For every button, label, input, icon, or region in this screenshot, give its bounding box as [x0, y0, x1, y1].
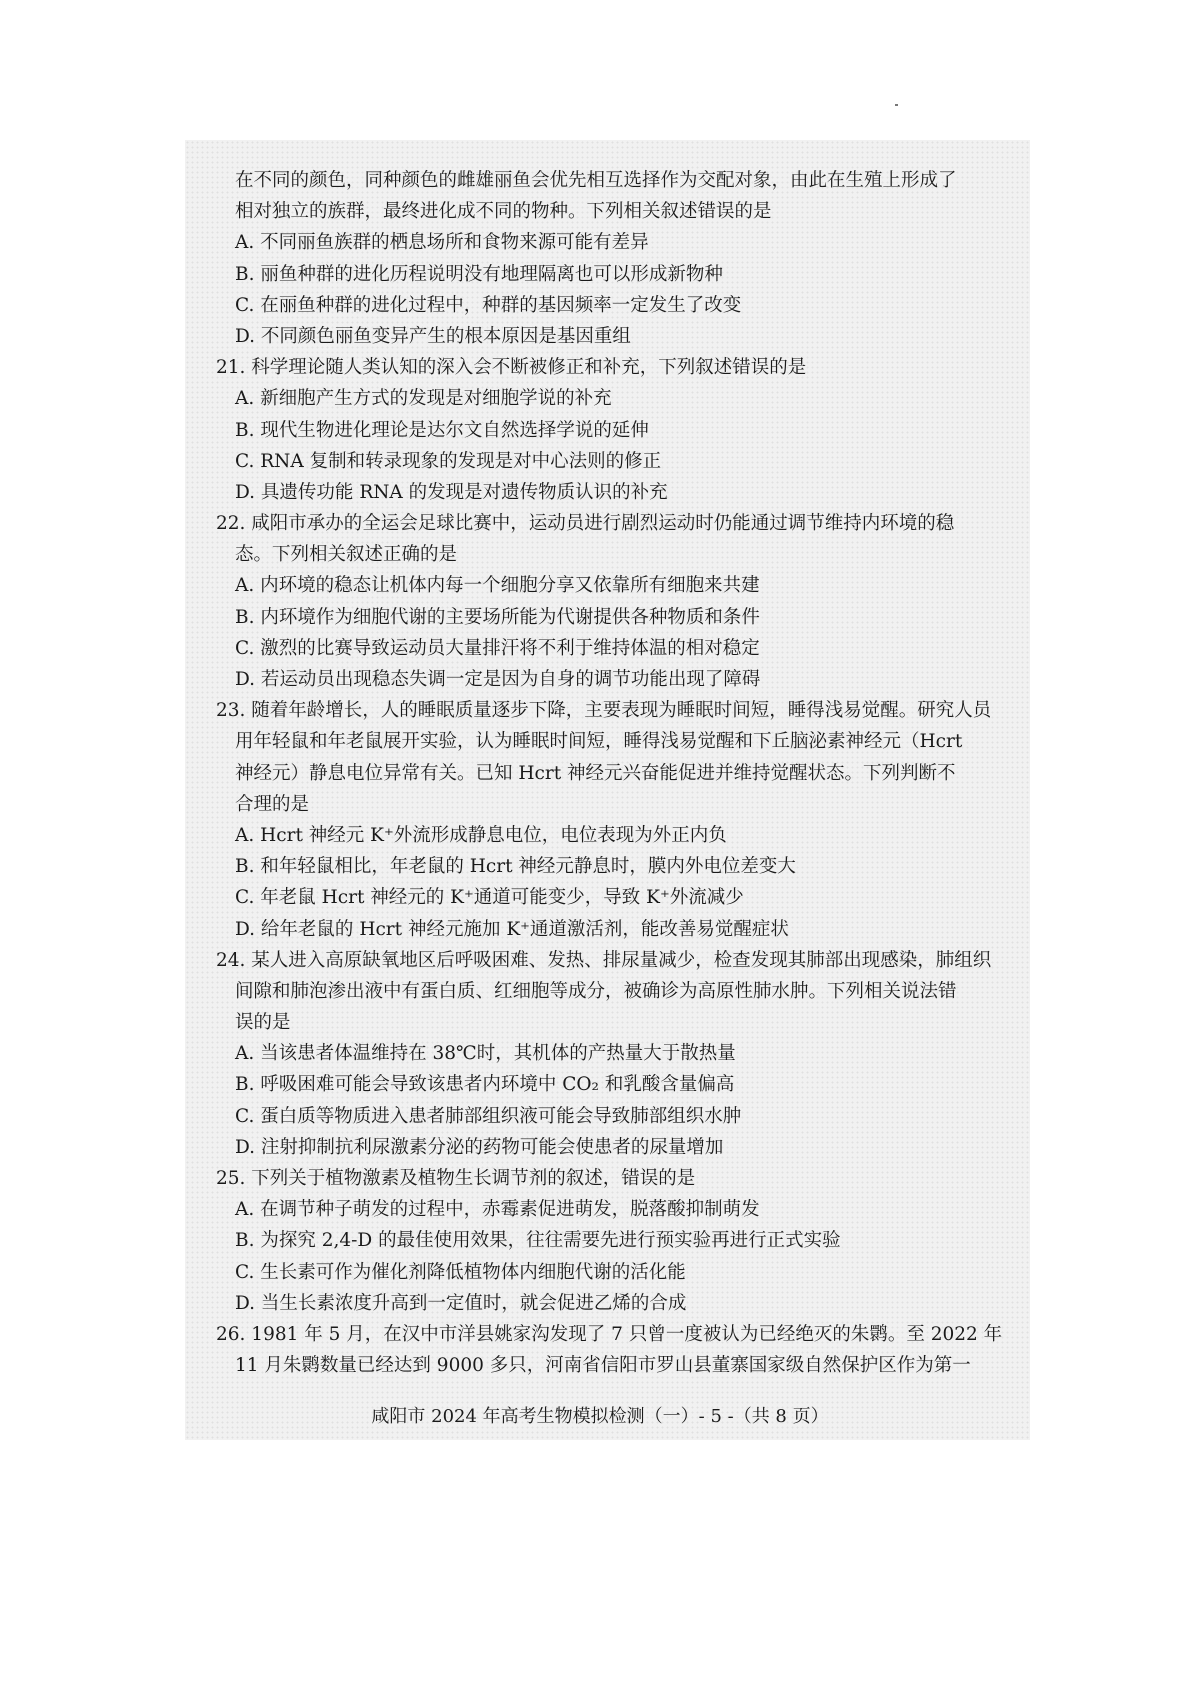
q25-option-b: B. 为探究 2,4-D 的最佳使用效果，往往需要先进行预实验再进行正式实验: [235, 1230, 841, 1252]
q21-stem: 21. 科学理论随人类认知的深入会不断被修正和补充，下列叙述错误的是: [216, 357, 807, 379]
q22-option-a: A. 内环境的稳态让机体内每一个细胞分享又依靠所有细胞来共建: [235, 575, 760, 597]
q26-stem-line-2: 11 月朱鹮数量已经达到 9000 多只，河南省信阳市罗山县董寨国家级自然保护区作为第一: [235, 1355, 971, 1377]
q25-option-c: C. 生长素可作为催化剂降低植物体内细胞代谢的活化能: [235, 1261, 686, 1283]
q21-option-d: D. 具遗传功能 RNA 的发现是对遗传物质认识的补充: [235, 481, 668, 503]
q20-option-a: A. 不同丽鱼族群的栖息场所和食物来源可能有差异: [235, 232, 649, 254]
q20-option-d: D. 不同颜色丽鱼变异产生的根本原因是基因重组: [235, 325, 631, 347]
q22-stem-line-2: 态。下列相关叙述正确的是: [235, 544, 458, 566]
q24-option-d: D. 注射抑制抗利尿激素分泌的药物可能会使患者的尿量增加: [235, 1136, 724, 1158]
q25-option-a: A. 在调节种子萌发的过程中，赤霉素促进萌发，脱落酸抑制萌发: [235, 1199, 760, 1221]
q22-option-d: D. 若运动员出现稳态失调一定是因为自身的调节功能出现了障碍: [235, 669, 761, 690]
q23-option-a: A. Hcrt 神经元 K⁺外流形成静息电位，电位表现为外正内负: [235, 824, 727, 846]
q24-stem-line-1: 24. 某人进入高原缺氧地区后呼吸困难、发热、排尿量减少，检查发现其肺部出现感染，肺组织: [216, 949, 992, 971]
q25-option-d: D. 当生长素浓度升高到一定值时，就会促进乙烯的合成: [235, 1292, 687, 1314]
q24-option-b: B. 呼吸困难可能会导致该患者内环境中 CO₂ 和乳酸含量偏高: [235, 1074, 735, 1096]
scan-speck: [895, 104, 898, 106]
q20-option-c: C. 在丽鱼种群的进化过程中，种群的基因频率一定发生了改变: [235, 294, 742, 316]
q21-option-b: B. 现代生物进化理论是达尔文自然选择学说的延伸: [235, 419, 649, 441]
q26-stem-line-1: 26. 1981 年 5 月，在汉中市洋县姚家沟发现了 7 只曾一度被认为已经绝灭的朱鹮。至 2022 年: [216, 1323, 1003, 1345]
q20-stem-line-2: 相对独立的族群，最终进化成不同的物种。下列相关叙述错误的是: [235, 201, 772, 223]
q21-option-a: A. 新细胞产生方式的发现是对细胞学说的补充: [235, 388, 612, 410]
q22-stem-line-1: 22. 咸阳市承办的全运会足球比赛中，运动员进行剧烈运动时仍能通过调节维持内环境的稳: [216, 513, 955, 535]
q24-option-a: A. 当该患者体温维持在 38℃时，其机体的产热量大于散热量: [235, 1043, 736, 1065]
q23-option-d: D. 给年老鼠的 Hcrt 神经元施加 K⁺通道激活剂，能改善易觉醒症状: [235, 918, 789, 940]
q23-stem-line-2: 用年轻鼠和年老鼠展开实验，认为睡眠时间短，睡得浅易觉醒和下丘脑泌素神经元（Hcrt: [235, 731, 963, 753]
q23-option-c: C. 年老鼠 Hcrt 神经元的 K⁺通道可能变少，导致 K⁺外流减少: [235, 887, 744, 909]
page-footer: 咸阳市 2024 年高考生物模拟检测（一）- 5 -（共 8 页）: [371, 1406, 829, 1427]
q23-stem-line-4: 合理的是: [235, 793, 310, 815]
q25-stem: 25. 下列关于植物激素及植物生长调节剂的叙述，错误的是: [216, 1168, 696, 1189]
q23-option-b: B. 和年轻鼠相比，年老鼠的 Hcrt 神经元静息时，膜内外电位差变大: [235, 856, 796, 878]
q23-stem-line-3: 神经元）静息电位异常有关。已知 Hcrt 神经元兴奋能促进并维持觉醒状态。下列判断不: [235, 762, 956, 784]
page-content: [216, 165, 1025, 1381]
q24-stem-line-3: 误的是: [235, 1012, 291, 1034]
q23-stem-line-1: 23. 随着年龄增长，人的睡眠质量逐步下降，主要表现为睡眠时间短，睡得浅易觉醒。研究人员: [216, 700, 992, 722]
q22-option-b: B. 内环境作为细胞代谢的主要场所能为代谢提供各种物质和条件: [235, 606, 760, 628]
q22-option-c: C. 激烈的比赛导致运动员大量排汗将不利于维持体温的相对稳定: [235, 637, 760, 659]
q20-stem-line-1: 在不同的颜色，同种颜色的雌雄丽鱼会优先相互选择作为交配对象，由此在生殖上形成了: [235, 170, 957, 191]
q24-stem-line-2: 间隙和肺泡渗出液中有蛋白质、红细胞等成分，被确诊为高原性肺水肿。下列相关说法错: [235, 980, 957, 1002]
q21-option-c: C. RNA 复制和转录现象的发现是对中心法则的修正: [235, 450, 662, 472]
q20-option-b: B. 丽鱼种群的进化历程说明没有地理隔离也可以形成新物种: [235, 263, 723, 285]
q24-option-c: C. 蛋白质等物质进入患者肺部组织液可能会导致肺部组织水肿: [235, 1105, 742, 1127]
